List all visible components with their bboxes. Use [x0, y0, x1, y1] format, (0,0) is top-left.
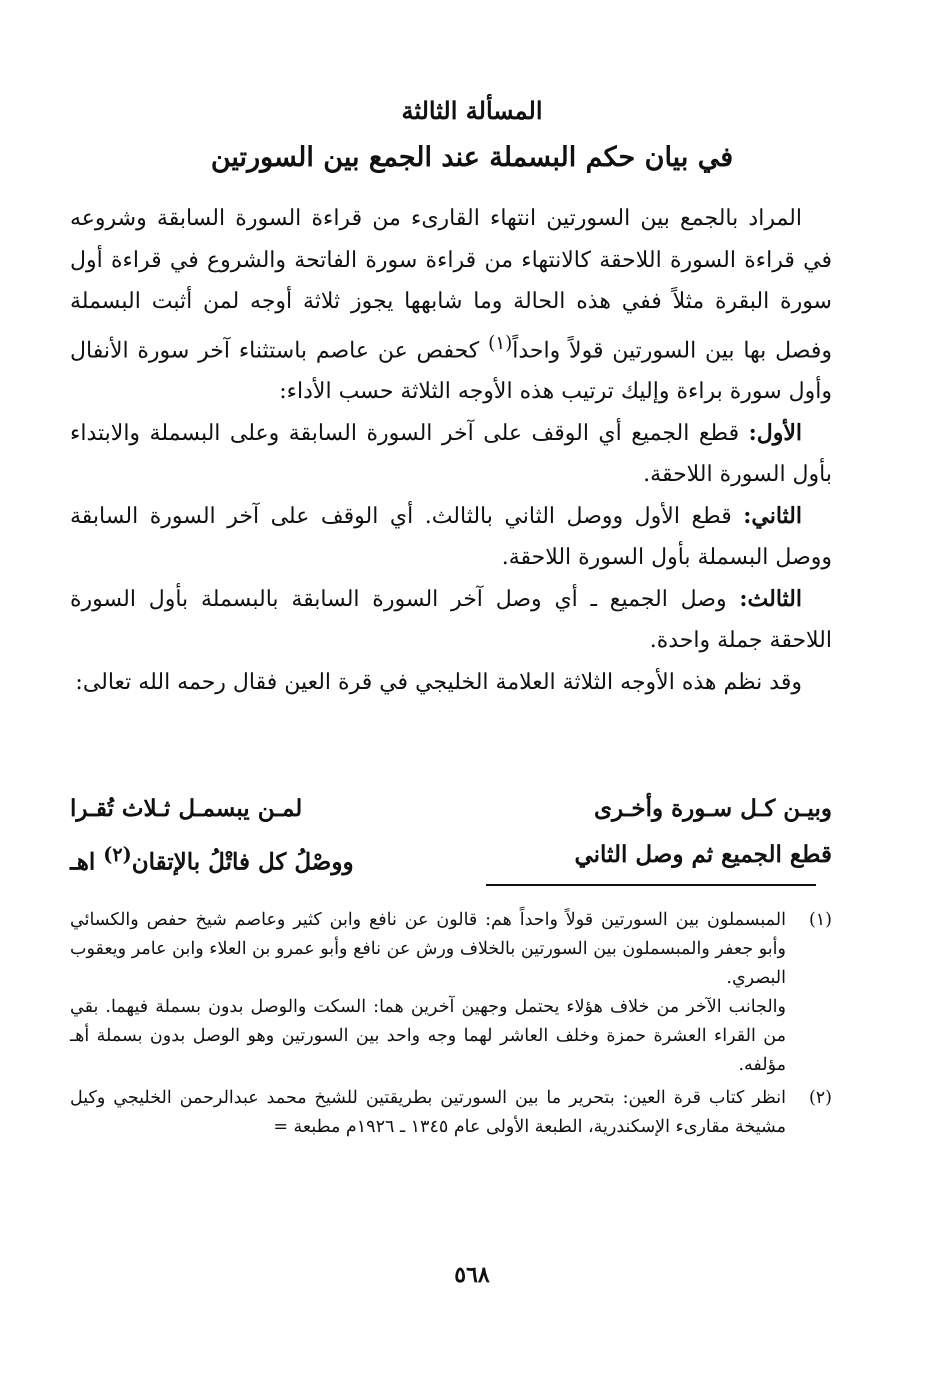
closing-paragraph: وقد نظم هذه الأوجه الثلاثة العلامة الخليجي في قرة العين فقال رحمه الله تعالى:	[75, 669, 802, 695]
option-third-text: وصل الجميع ـ أي وصل آخر السورة السابقة بالبسملة بأول السورة اللاحقة جملة واحدة.	[70, 586, 832, 654]
poem-line-2-first-hemistich: قطع الجميع ثم وصل الثاني	[574, 841, 832, 868]
option-first	[70, 413, 832, 496]
intro-paragraph	[70, 198, 832, 413]
footnote-1-paragraph-2: والجانب الآخر من خلاف هؤلاء يحتمل وجهين آخرين هما: السكت والوصل بدون بسملة فيهما. بقي من القراء العشرة حمزة وخلف العاشر لهما وجه واحد بين السورتين وهو الوصل بدون بسملة أهـ مؤلفه.	[70, 997, 786, 1075]
option-second-label: الثاني:	[743, 502, 802, 529]
footnote-1	[70, 906, 832, 1080]
footnote-2	[70, 1084, 832, 1142]
section-title: المسألة الثالثة	[401, 96, 543, 125]
poem-line-2	[70, 832, 832, 878]
poem	[70, 786, 832, 878]
footnote-ref-2[interactable]: (٢)	[103, 843, 132, 866]
poem-line-2-end: اهـ	[70, 848, 104, 876]
footnote-2-paragraph-1: انظر كتاب قرة العين: بتحرير ما بين السورتين بطريقتين للشيخ محمد عبدالرحمن الخليجي وكيل مشيخة مقارىء الإسكندرية، الطبعة الأولى عام ١٣٤٥ ـ ١٩٢٦م مطبعة =	[70, 1088, 786, 1137]
page-number: ٥٦٨	[454, 1262, 490, 1288]
intro-text-part2: كحفص عن عاصم باستثناء آخر سورة الأنفال وأول سورة براءة وإليك ترتيب هذه الأوجه الثلاثة حسب الأداء:	[70, 337, 832, 405]
poem-line-2-text: ووصْلُ كل فاتْلُ بالإتقان	[131, 848, 354, 876]
poem-line-1-first-hemistich: وبيـن كـل سـورة وأخـرى	[593, 795, 832, 822]
option-third-label: الثالث:	[739, 585, 802, 612]
footnote-separator	[486, 884, 816, 886]
option-first-label: الأول:	[748, 419, 802, 446]
footnote-2-number: (٢)	[808, 1088, 832, 1108]
option-third	[70, 579, 832, 662]
main-text	[70, 198, 832, 703]
footnote-1-paragraph-1: المبسملون بين السورتين قولاً واحداً هم: قالون عن نافع وابن كثير وعاصم شيخ حفص والكسائي وأبو جعفر والمبسملون بين السورتين بالخلاف ورش عن نافع وأبو عمرو بن العلاء وابن عامر ويعقوب البصري.	[70, 910, 786, 988]
poem-line-1	[70, 786, 832, 832]
option-second-text: قطع الأول ووصل الثاني بالثالث. أي الوقف على آخر السورة السابقة ووصل البسملة بأول السورة اللاحقة.	[70, 503, 832, 571]
poem-line-1-second-hemistich: لمـن يبسمـل ثـلاث تُقـرا	[70, 795, 303, 822]
option-first-text: قطع الجميع أي الوقف على آخر السورة السابقة وعلى البسملة والابتداء بأول السورة اللاحقة.	[70, 420, 832, 488]
option-second	[70, 496, 832, 579]
intro-text-part1: المراد بالجمع بين السورتين انتهاء القارىء من قراءة السورة السابقة وشروعه في قراءة السورة اللاحقة كالانتهاء من قراءة سورة الفاتحة والشروع في قراءة أول سورة البقرة مثلاً ففي هذه الحالة وما شابهها يجوز ثلاثة أوجه لمن أثبت البسملة وفصل بها بين السورتين قولاً واحداً	[70, 206, 832, 363]
poem-line-2-second-hemistich	[70, 832, 400, 878]
footnote-ref-1[interactable]: (١)	[488, 332, 513, 354]
footnotes	[70, 906, 832, 1142]
section-subtitle: في بيان حكم البسملة عند الجمع بين السورتين	[210, 142, 734, 173]
footnote-1-number: (١)	[808, 910, 832, 930]
